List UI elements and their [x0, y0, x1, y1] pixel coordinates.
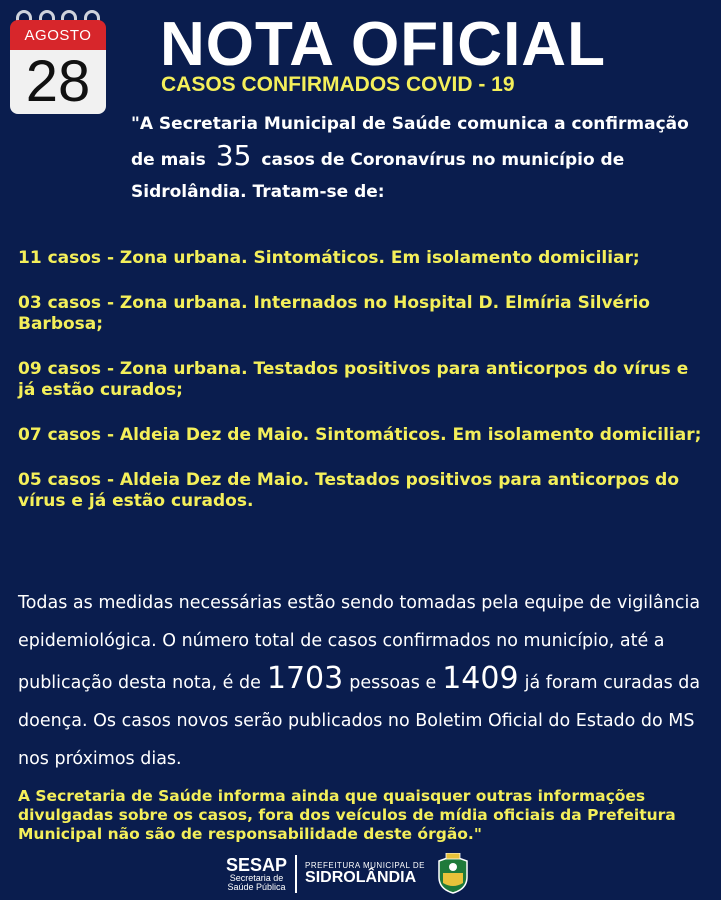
sesap-sub1: Secretaria de: [229, 873, 284, 883]
footer-logos: [226, 852, 473, 896]
logo-divider: [295, 855, 297, 893]
case-item: 05 casos - Aldeia Dez de Maio. Testados positivos para anticorpos do vírus e já estão curados.: [18, 470, 680, 511]
calendar-day: 28: [10, 50, 106, 114]
calendar-month: AGOSTO: [10, 20, 106, 50]
case-item: 03 casos - Zona urbana. Internados no Hospital D. Elmíria Silvério Barbosa;: [18, 293, 650, 334]
prefeitura-line2: SIDROLÂNDIA: [305, 869, 417, 886]
total-cases-count: 1703: [266, 661, 344, 696]
case-item: 09 casos - Zona urbana. Testados positivos para anticorpos do vírus e já estão curados;: [18, 359, 689, 400]
calendar-icon: [10, 10, 106, 114]
body-text-2: pessoas e: [349, 673, 437, 693]
cases-list: [18, 248, 708, 536]
body-text-1: Todas as medidas necessárias estão sendo tomadas pela equipe de vigilância epidemiológica. O número total de casos confirmados no município, até a publicação desta nota, é de: [18, 593, 701, 693]
municipal-crest-icon: [433, 853, 473, 895]
cured-count: 1409: [442, 661, 519, 696]
sesap-name: SESAP: [226, 855, 288, 875]
sesap-logo: [226, 856, 287, 892]
page-subtitle: CASOS CONFIRMADOS COVID - 19: [161, 73, 515, 96]
case-item: 07 casos - Aldeia Dez de Maio. Sintomáticos. Em isolamento domiciliar;: [18, 425, 702, 445]
intro-text-1: "A Secretaria Municipal de Saúde comunica a confirmação de mais: [131, 114, 689, 170]
sesap-sub2: Saúde Pública: [227, 882, 286, 892]
page-title: NOTA OFICIAL: [160, 10, 606, 79]
intro-text-2: casos de Coronavírus no município de Sidrolândia. Tratam-se de:: [131, 150, 625, 202]
case-item: 11 casos - Zona urbana. Sintomáticos. Em isolamento domiciliar;: [18, 248, 640, 268]
prefeitura-line1: PREFEITURA MUNICIPAL DE: [305, 861, 425, 870]
intro-paragraph: [131, 108, 711, 208]
body-paragraph: [18, 584, 708, 778]
new-cases-count: 35: [215, 139, 252, 172]
prefeitura-logo: [305, 862, 425, 886]
disclaimer-note: A Secretaria de Saúde informa ainda que quaisquer outras informações divulgadas sobre os casos, fora dos veículos de mídia oficiais da Prefeitura Municipal não são de responsabilidade deste órgão.": [18, 787, 676, 843]
body-text-3: já foram curadas da doença. Os casos novos serão publicados no Boletim Oficial do Estado do MS nos próximos dias.: [18, 673, 701, 769]
